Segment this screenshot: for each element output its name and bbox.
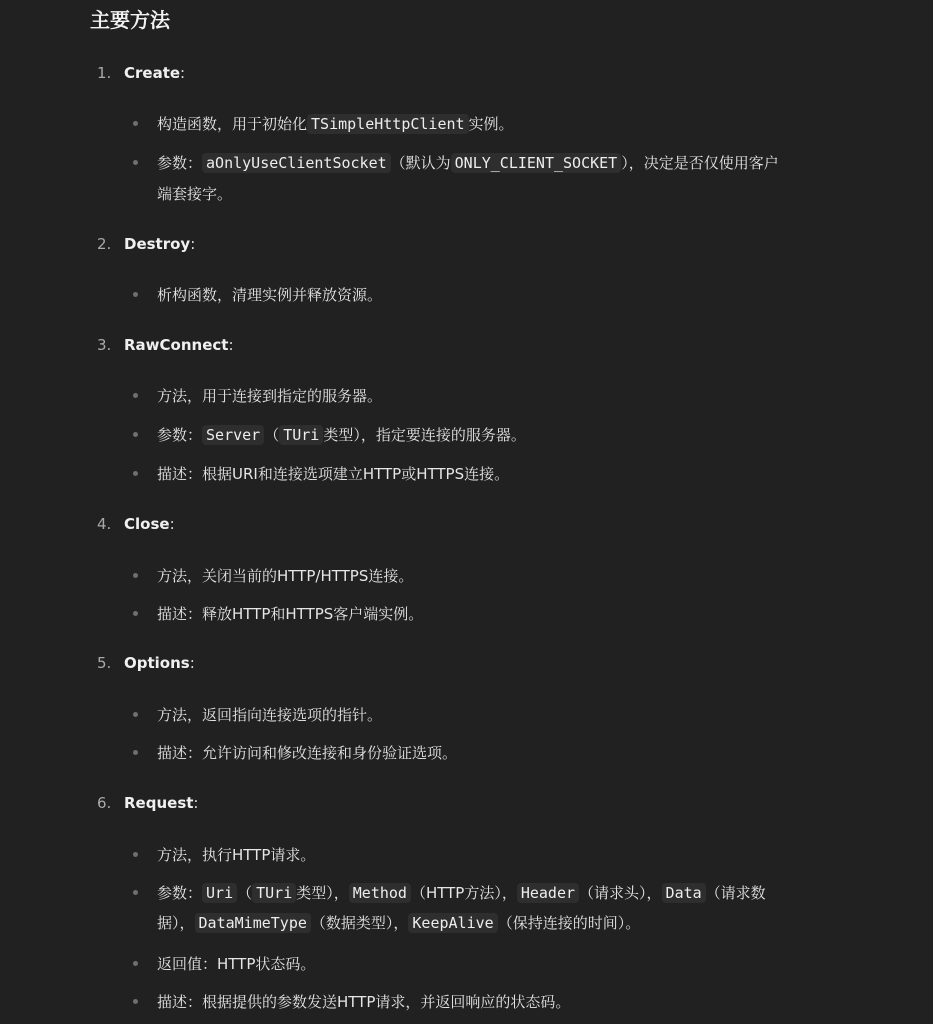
inline-code: ONLY_CLIENT_SOCKET	[451, 153, 622, 173]
list-item: 方法，用于连接到指定的服务器。	[157, 387, 383, 405]
method-colon: :	[193, 794, 199, 812]
inline-code: aOnlyUseClientSocket	[202, 153, 391, 173]
list-item: 析构函数，清理实例并释放资源。	[157, 286, 383, 304]
inline-code: KeepAlive	[408, 913, 497, 933]
bullet-dot	[133, 750, 138, 755]
bullet-dot	[133, 573, 138, 578]
list-item: 描述：允许访问和修改连接和身份验证选项。	[157, 744, 458, 762]
method-colon: :	[189, 654, 195, 672]
method-colon: :	[190, 235, 196, 253]
list-number: 2.	[97, 235, 112, 253]
list-number: 6.	[97, 794, 112, 812]
method-name: RawConnect	[124, 336, 229, 354]
list-item: 描述：根据URI和连接选项建立HTTP或HTTPS连接。	[157, 465, 510, 483]
section-title: 主要方法	[90, 8, 170, 32]
item-text: （请求数	[705, 884, 766, 902]
item-text: （默认为	[390, 154, 451, 172]
list-item: 描述：释放HTTP和HTTPS客户端实例。	[157, 605, 424, 623]
bullet-dot	[133, 160, 138, 165]
method-name: Create	[124, 64, 181, 82]
inline-code: Uri	[202, 883, 237, 903]
item-text: （保持连接的时间）。	[497, 914, 641, 932]
item-text: ），决定是否仅使用客户	[621, 154, 779, 172]
bullet-dot	[133, 393, 138, 398]
method-name: Options	[124, 654, 190, 672]
inline-code: DataMimeType	[195, 913, 311, 933]
item-text: 据），	[157, 914, 195, 932]
list-item-wrap	[157, 912, 640, 934]
method-heading-request	[124, 792, 198, 814]
method-name: Request	[124, 794, 194, 812]
method-colon: :	[180, 64, 186, 82]
list-number: 4.	[97, 515, 112, 533]
bullet-dot	[133, 471, 138, 476]
list-item: 返回值：HTTP状态码。	[157, 955, 316, 973]
method-colon: :	[169, 515, 175, 533]
inline-code: TUri	[279, 425, 323, 445]
bullet-dot	[133, 961, 138, 966]
list-item: 描述：根据提供的参数发送HTTP请求，并返回响应的状态码。	[157, 993, 571, 1011]
list-item: 方法，执行HTTP请求。	[157, 846, 316, 864]
bullet-dot	[133, 121, 138, 126]
bullet-dot	[133, 292, 138, 297]
item-text: 构造函数，用于初始化	[157, 115, 308, 133]
list-item	[157, 424, 526, 446]
item-text: 参数：	[157, 884, 203, 902]
bullet-dot	[133, 611, 138, 616]
inline-code: Data	[662, 883, 706, 903]
item-text: 类型），指定要连接的服务器。	[323, 426, 526, 444]
list-number: 3.	[97, 336, 112, 354]
method-heading-destroy	[124, 233, 195, 255]
method-colon: :	[228, 336, 234, 354]
method-name: Close	[124, 515, 170, 533]
item-text: 类型），	[296, 884, 349, 902]
item-text: （	[237, 884, 253, 902]
inline-code: Server	[202, 425, 264, 445]
bullet-dot	[133, 712, 138, 717]
item-text: （数据类型），	[310, 914, 409, 932]
item-text: 实例。	[468, 115, 514, 133]
method-heading-options	[124, 652, 195, 674]
list-item	[157, 113, 514, 135]
method-heading-create	[124, 62, 185, 84]
item-text: 参数：	[157, 426, 203, 444]
inline-code: TUri	[252, 883, 296, 903]
inline-code: Method	[349, 883, 411, 903]
list-item: 方法，关闭当前的HTTP/HTTPS连接。	[157, 567, 414, 585]
bullet-dot	[133, 432, 138, 437]
method-heading-rawconnect	[124, 334, 234, 356]
item-text: （	[264, 426, 280, 444]
list-number: 5.	[97, 654, 112, 672]
list-item: 方法，返回指向连接选项的指针。	[157, 706, 383, 724]
method-name: Destroy	[124, 235, 191, 253]
bullet-dot	[133, 999, 138, 1004]
list-number: 1.	[97, 64, 112, 82]
inline-code: TSimpleHttpClient	[307, 114, 469, 134]
bullet-dot	[133, 852, 138, 857]
list-item-wrap: 端套接字。	[157, 185, 233, 203]
method-heading-close	[124, 513, 175, 535]
item-text: （请求头），	[579, 884, 662, 902]
item-text: （HTTP方法），	[410, 884, 517, 902]
list-item	[157, 882, 766, 904]
item-text: 参数：	[157, 154, 203, 172]
list-item	[157, 152, 779, 174]
bullet-dot	[133, 890, 138, 895]
inline-code: Header	[517, 883, 579, 903]
